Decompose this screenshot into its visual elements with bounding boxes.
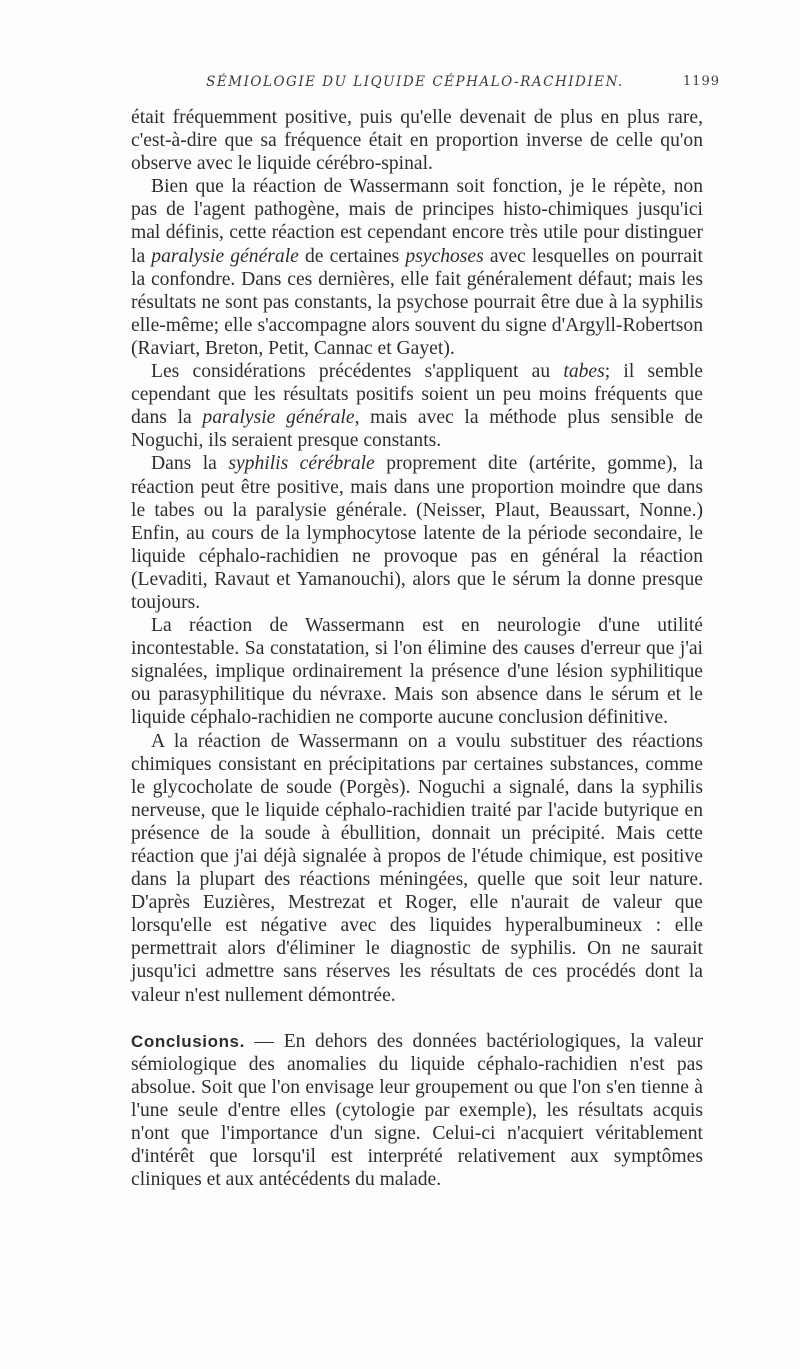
- page-header: [130, 74, 720, 90]
- conclusions-paragraph: [131, 1030, 703, 1192]
- text-run: Bien que la réaction de Wassermann soit fonction, je le répète, non pas de l'agent pathogène, mais de principes histo-chimiques jusqu'ici mal définis, cette réaction est cependant encore très utile pour distinguer la: [131, 176, 703, 267]
- text-run: La réaction de Wassermann est en neurologie d'une utilité incontestable. Sa constatation, si l'on élimine des causes d'erreur que j'ai signalées, implique ordinairement la présence d'une lésion syphilitique ou parasyphilitique du névraxe. Mais son absence dans le sérum et le liquide céphalo-rachidien ne comporte aucune conclusion définitive.: [131, 615, 703, 729]
- text-run: proprement dite (artérite, gomme), la réaction peut être positive, mais dans une proportion moindre que dans le tabes ou la paralysie générale. (Neisser, Plaut, Beaussart, Nonne.) Enfin, au cours de la lymphocytose latente de la période secondaire, le liquide céphalo-rachidien ne provoque pas en général la réaction (Levaditi, Ravaut et Yamanouchi), alors que le sérum la donne presque toujours.: [131, 453, 703, 613]
- italic-term: syphilis cérébrale: [228, 453, 375, 475]
- paragraph: [131, 614, 703, 729]
- italic-term: psychoses: [405, 245, 484, 267]
- text-run: de certaines: [298, 245, 406, 267]
- page-body: [131, 106, 703, 1191]
- text-run: Les considérations précédentes s'appliquent au: [151, 361, 564, 383]
- text-run: , mais avec la méthode plus sensible de Noguchi, ils seraient presque constants.: [131, 407, 703, 452]
- conclusions-heading: Conclusions.: [131, 1031, 245, 1051]
- page-number: 1199: [682, 74, 720, 89]
- italic-term: paralysie générale: [151, 245, 299, 267]
- paragraph: [131, 452, 703, 614]
- paragraph: [131, 175, 703, 360]
- text-run: ; il semble cependant que les résultats positifs soient un peu moins fréquents que dans la: [131, 361, 703, 429]
- paragraph: [131, 360, 703, 452]
- text-run: avec lesquelles on pourrait la confondre. Dans ces dernières, elle fait généralement défaut; mais les résultats ne sont pas constants, la psychose pourrait être due à la syphilis elle-même; elle s'accompagne alors souvent du signe d'Argyll-Robertson (Raviart, Breton, Petit, Cannac et Gayet).: [131, 245, 704, 359]
- paragraph: [131, 730, 703, 1007]
- paragraph: [131, 106, 703, 175]
- paragraph-list: [131, 106, 703, 1007]
- running-title: SÉMIOLOGIE DU LIQUIDE CÉPHALO-RACHIDIEN.: [206, 74, 624, 90]
- text-run: A la réaction de Wassermann on a voulu substituer des réactions chimiques consistant en précipitations par certaines substances, comme le glycocholate de soude (Porgès). Noguchi a signalé, dans la syphilis nerveuse, que le liquide céphalo-rachidien traité par l'acide butyrique en présence de la soude à ébullition, donnait un précipité. Mais cette réaction que j'ai déjà signalée à propos de l'étude chimique, est positive dans la plupart des réactions méningées, quelle que soit leur nature. D'après Euzières, Mestrezat et Roger, elle n'aurait de valeur que lorsqu'elle est négative avec des liquides hyperalbumineux : elle permettrait alors d'éliminer le diagnostic de syphilis. On ne saurait jusqu'ici admettre sans réserves les résultats de ces procédés dont la valeur n'est nullement démontrée.: [131, 730, 703, 1006]
- section-gap: [131, 1007, 703, 1030]
- italic-term: paralysie générale: [202, 407, 355, 429]
- text-run: Dans la: [151, 453, 229, 475]
- italic-term: tabes: [563, 361, 605, 383]
- conclusions-text: — En dehors des données bactériologiques, la valeur sémiologique des anomalies du liquide céphalo-rachidien n'est pas absolue. Soit que l'on envisage leur groupement ou que l'on s'en tienne à l'une seule d'entre elles (cytologie par exemple), les résultats acquis n'ont que l'importance d'un signe. Celui-ci n'acquiert véritablement d'intérêt que lorsqu'il est interprété relativement aux symptômes cliniques et aux antécédents du malade.: [131, 1030, 703, 1191]
- text-run: était fréquemment positive, puis qu'elle devenait de plus en plus rare, c'est-à-dire que sa fréquence était en proportion inverse de celle qu'on observe avec le liquide cérébro-spinal.: [131, 107, 703, 175]
